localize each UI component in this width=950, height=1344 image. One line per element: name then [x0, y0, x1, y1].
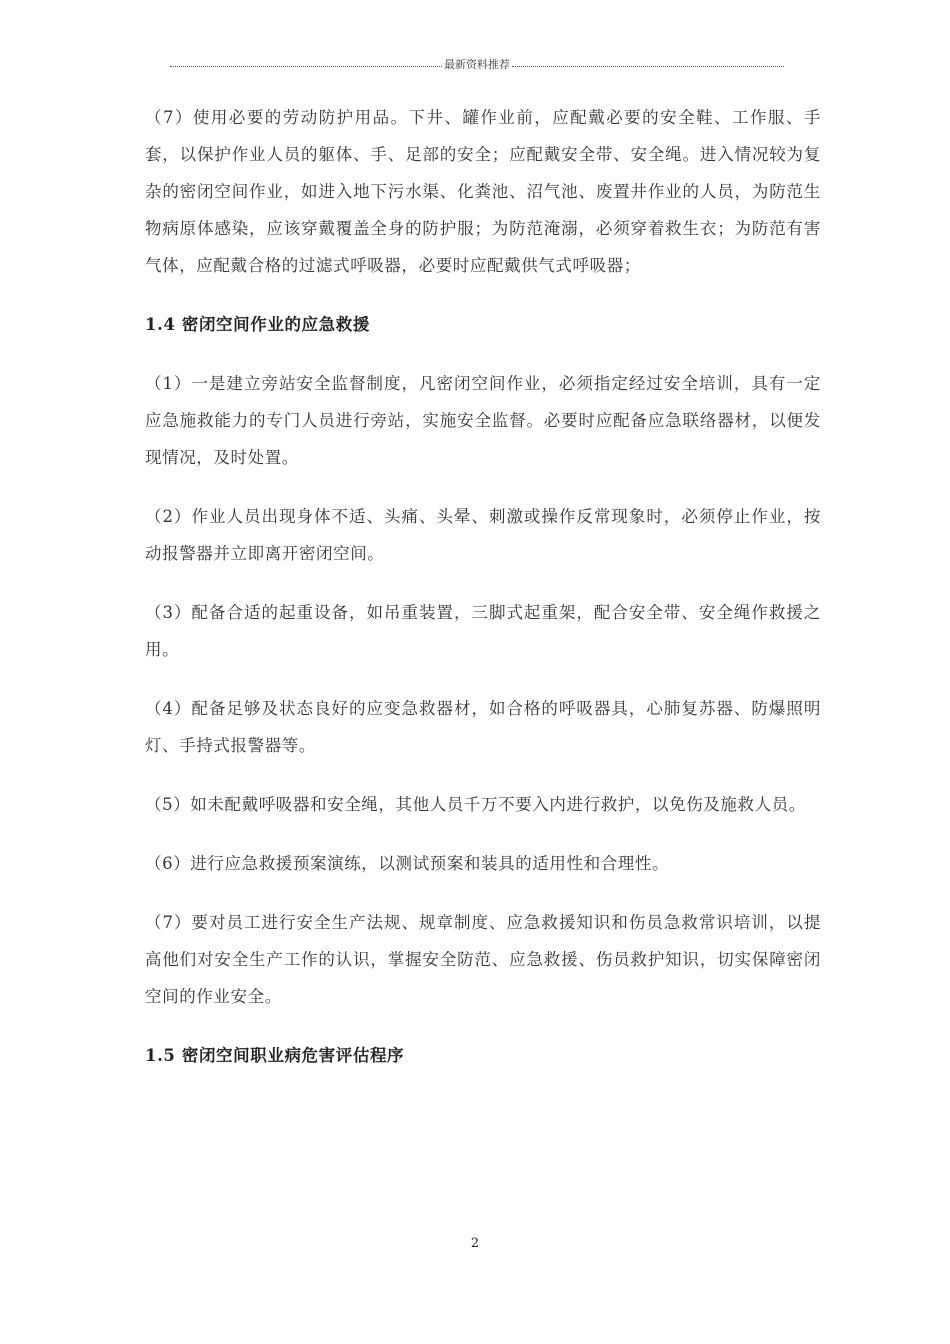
header-title: 最新资料推荐 — [444, 58, 510, 71]
paragraph-rescue-item-1: （1）一是建立旁站安全监督制度，凡密闭空间作业，必须指定经过安全培训，具有一定应急施救能力的专门人员进行旁站，实施安全监督。必要时应配备应急联络器材，以便发现情况，及时处置。 — [145, 374, 821, 467]
paragraph-rescue-item-5: （5）如未配戴呼吸器和安全绳，其他人员千万不要入内进行救护，以免伤及施救人员。 — [145, 795, 806, 814]
section-heading-hazard-assessment: 1.5 密闭空间职业病危害评估程序 — [145, 1046, 405, 1065]
header-dotted-rule-right — [512, 66, 784, 67]
header-dotted-rule-left — [170, 66, 442, 67]
page-number: 2 — [470, 1236, 480, 1251]
paragraph-rescue-item-7: （7）要对员工进行安全生产法规、规章制度、应急救援知识和伤员急救常识培训，以提高他们对安全生产工作的认识，掌握安全防范、应急救援、伤员救护知识，切实保障密闭空间的作业安全。 — [145, 913, 821, 1006]
paragraph-rescue-item-6: （6）进行应急救援预案演练，以测试预案和装具的适用性和合理性。 — [145, 854, 670, 873]
paragraph-protective-equipment: （7）使用必要的劳动防护用品。下井、罐作业前，应配戴必要的安全鞋、工作服、手套，以保护作业人员的躯体、手、足部的安全；应配戴安全带、安全绳。进入情况较为复杂的密闭空间作业，如进入地下污水渠、化粪池、沼气池、废置井作业的人员，为防范生物病原体感染，应该穿戴覆盖全身的防护服；为防范淹溺，必须穿着救生衣；为防范有害气体，应配戴合格的过滤式呼吸器，必要时应配戴供气式呼吸器； — [145, 108, 821, 275]
document-body — [145, 99, 821, 1096]
paragraph-rescue-item-2: （2）作业人员出现身体不适、头痛、头晕、刺激或操作反常现象时，必须停止作业，按动报警器并立即离开密闭空间。 — [145, 507, 821, 563]
paragraph-rescue-item-4: （4）配备足够及状态良好的应变急救器材，如合格的呼吸器具，心肺复苏器、防爆照明灯、手持式报警器等。 — [145, 699, 821, 755]
section-heading-emergency-rescue: 1.4 密闭空间作业的应急救援 — [145, 315, 370, 334]
paragraph-rescue-item-3: （3）配备合适的起重设备，如吊重装置，三脚式起重架，配合安全带、安全绳作救援之用。 — [145, 603, 821, 659]
page-header — [170, 56, 784, 72]
